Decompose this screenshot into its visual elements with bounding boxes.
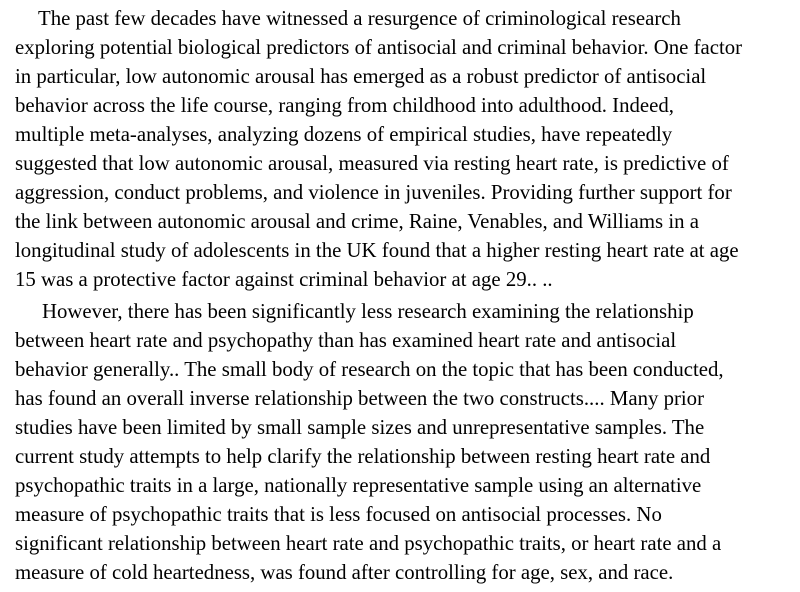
paragraph-2-line-7: psychopathic traits in a large, nationally representative sample using an alternative [15,474,702,497]
paragraph-1-line-10: 15 was a protective factor against criminal behavior at age 29.. .. [15,268,553,291]
paragraph-2-line-1: However, there has been significantly less research examining the relationship [42,300,694,323]
paragraph-1-line-1: The past few decades have witnessed a resurgence of criminological research [38,7,681,30]
paragraph-2-line-6: current study attempts to help clarify the relationship between resting heart rate and [15,445,711,468]
paragraph-1-line-3: in particular, low autonomic arousal has emerged as a robust predictor of antisocial [15,65,707,88]
paragraph-2-line-2: between heart rate and psychopathy than has examined heart rate and antisocial [15,329,677,352]
paragraph-2-line-8: measure of psychopathic traits that is less focused on antisocial processes. No [15,503,662,526]
paragraph-1-line-2: exploring potential biological predictors of antisocial and criminal behavior. One factor [15,36,743,59]
paragraph-2-line-3: behavior generally.. The small body of research on the topic that has been conducted, [15,358,724,381]
paragraph-1-line-4: behavior across the life course, ranging from childhood into adulthood. Indeed, [15,94,674,117]
paragraph-1-line-7: aggression, conduct problems, and violence in juveniles. Providing further support for [15,181,732,204]
paragraph-1-line-5: multiple meta-analyses, analyzing dozens of empirical studies, have repeatedly [15,123,673,146]
paragraph-1-line-6: suggested that low autonomic arousal, measured via resting heart rate, is predictive of [15,152,729,175]
paragraph-1-line-9: longitudinal study of adolescents in the UK found that a higher resting heart rate at age [15,239,739,262]
paragraph-2-line-10: measure of cold heartedness, was found after controlling for age, sex, and race. [15,561,674,584]
paragraph-2-line-9: significant relationship between heart rate and psychopathic traits, or heart rate and a [15,532,722,555]
paragraph-2-line-5: studies have been limited by small sample sizes and unrepresentative samples. The [15,416,705,439]
paragraph-1-line-8: the link between autonomic arousal and crime, Raine, Venables, and Williams in a [15,210,699,233]
paragraph-2-line-4: has found an overall inverse relationship between the two constructs.... Many prior [15,387,704,410]
